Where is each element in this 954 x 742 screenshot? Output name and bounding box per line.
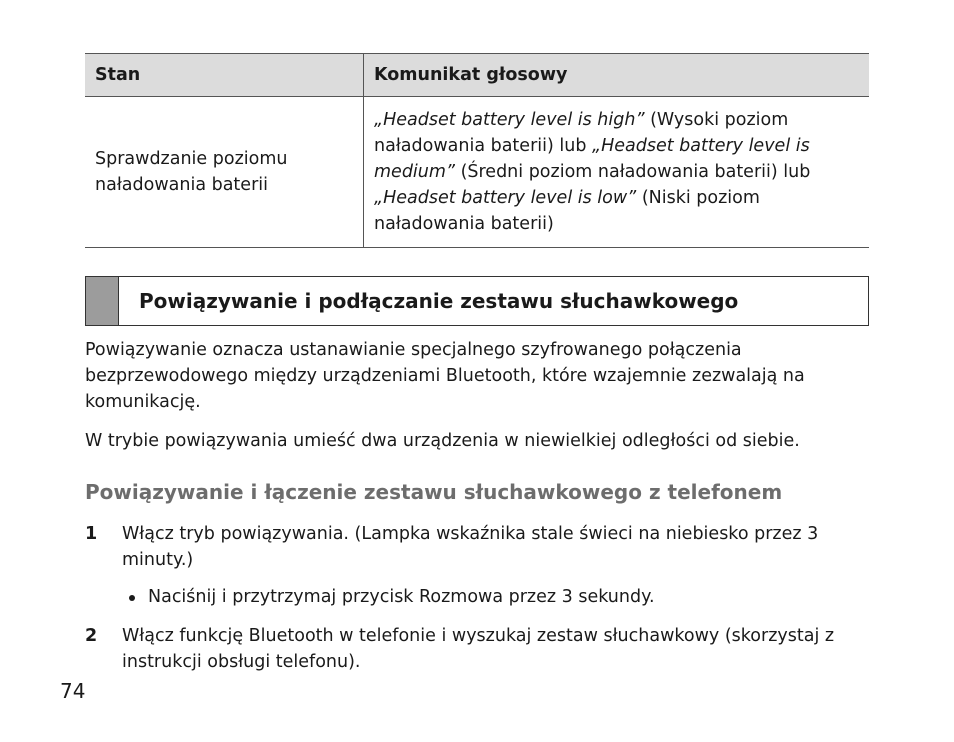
- paragraph-pairing-distance: W trybie powiązywania umieść dwa urządzenia w niewielkiej odległości od siebie.: [85, 431, 800, 451]
- section-header: [85, 276, 869, 326]
- section-marker: [86, 277, 119, 325]
- msg-text-3: (Niski poziom naładowania baterii): [374, 188, 760, 234]
- table-header-row: [85, 54, 869, 97]
- quote-low: „Headset battery level is low”: [374, 188, 637, 208]
- header-state: Stan: [85, 54, 364, 97]
- table-row: [85, 97, 869, 248]
- quote-high: „Headset battery level is high”: [374, 110, 645, 130]
- bullet-text: Naciśnij i przytrzymaj przycisk Rozmowa przez 3 sekundy.: [148, 587, 655, 607]
- paragraph-pairing-definition: Powiązywanie oznacza ustanawianie specjalnego szyfrowanego połączenia bezprzewodowego między urządzeniami Bluetooth, które wzajemnie zezwalają na komunikację.: [85, 340, 805, 412]
- step-number: 1: [85, 524, 98, 544]
- quote-medium: „Headset battery level is medium”: [374, 136, 810, 182]
- manual-page: [85, 53, 869, 672]
- state-text: Sprawdzanie poziomu naładowania baterii: [95, 149, 288, 195]
- header-message: Komunikat głosowy: [364, 54, 870, 97]
- section-title: Powiązywanie i podłączanie zestawu słuchawkowego: [139, 289, 739, 313]
- status-table: [85, 53, 869, 248]
- cell-state: [85, 97, 364, 248]
- msg-text-2: (Średni poziom naładowania baterii) lub: [455, 162, 811, 182]
- step-number: 2: [85, 626, 98, 646]
- step-text: Włącz tryb powiązywania. (Lampka wskaźnika stale świeci na niebiesko przez 3 minuty.): [122, 524, 819, 570]
- cell-message: [364, 97, 870, 248]
- page-number: 74: [60, 679, 86, 703]
- bullet-dot-icon: [129, 595, 135, 601]
- msg-text-1: (Wysoki poziom naładowania baterii) lub: [374, 110, 789, 156]
- subheading: Powiązywanie i łączenie zestawu słuchawkowego z telefonem: [85, 480, 783, 504]
- message-text: [374, 107, 817, 237]
- step-text: Włącz funkcję Bluetooth w telefonie i wyszukaj zestaw słuchawkowy (skorzystaj z instrukcji obsługi telefonu).: [122, 626, 835, 672]
